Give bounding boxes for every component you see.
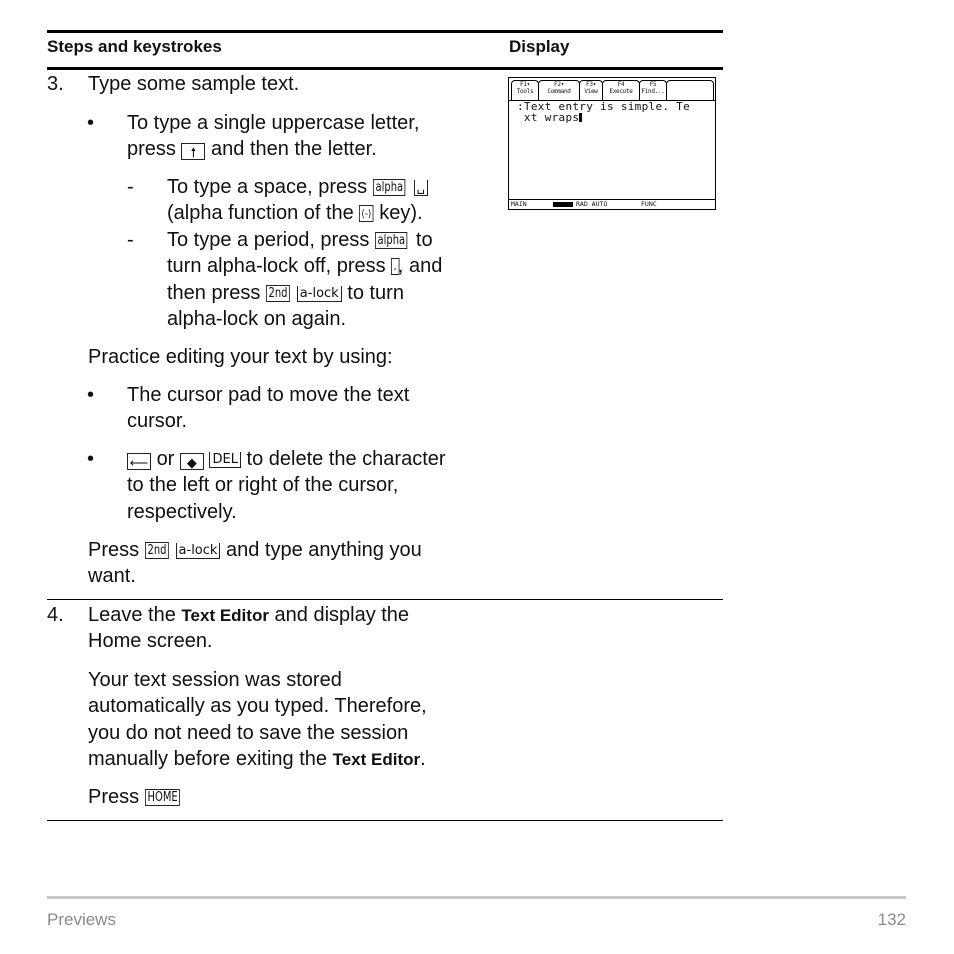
- instruction-line: Home screen.: [88, 630, 213, 652]
- negative-key: (-): [359, 205, 374, 222]
- instruction-line: cursor.: [127, 410, 188, 432]
- toolbar-tab-f5: F5 Find...: [639, 80, 667, 101]
- status-indicator: [553, 202, 573, 207]
- instruction-line: Leave the Text Editor and display the: [88, 604, 410, 626]
- instruction-line: Press 2nd a-lock and type anything you: [88, 539, 422, 561]
- page-number: 132: [877, 910, 906, 929]
- bullet: •: [87, 448, 95, 470]
- column-header-steps: Steps and keystrokes: [47, 37, 222, 56]
- status-bar: [509, 199, 715, 209]
- paragraph-line: you do not need to save the session: [88, 722, 409, 744]
- home-key: HOME: [145, 789, 180, 806]
- row-divider: [47, 820, 723, 821]
- paragraph: Practice editing your text by using:: [88, 346, 393, 368]
- instruction-line: ⟵ or ◆ DEL to delete the character: [127, 446, 446, 473]
- instruction-line: To type a period, press alpha to: [167, 229, 433, 251]
- instruction-line: (alpha function of the (-) key).: [167, 202, 423, 224]
- status-mode: RAD AUTO: [576, 200, 608, 208]
- ui-term: Text Editor: [181, 606, 269, 625]
- calculator-toolbar: [509, 78, 715, 101]
- instruction-line: The cursor pad to move the text: [127, 384, 410, 406]
- alpha-lock-key: a-lock: [176, 543, 221, 559]
- ui-term: Text Editor: [332, 750, 421, 769]
- instruction-line: then press 2nd a-lock to turn: [167, 282, 404, 304]
- paragraph-line: Your text session was stored: [88, 669, 342, 691]
- instruction-line: Press HOME: [88, 784, 183, 811]
- toolbar-tab-f3: F3▾ View: [579, 80, 603, 101]
- instruction-line: To type a single uppercase letter,: [127, 112, 420, 134]
- bullet: •: [87, 384, 95, 406]
- diamond-key-icon: ◆: [180, 453, 204, 470]
- instruction-line: respectively.: [127, 501, 237, 523]
- top-rule: [47, 30, 723, 33]
- toolbar-tab-f2: F2▾ Command: [538, 80, 580, 101]
- instruction-line: To type a space, press alpha ␣: [167, 174, 428, 201]
- toolbar-tab-f1: F1▾ Tools: [511, 80, 539, 101]
- status-main: MAIN: [511, 200, 527, 208]
- instruction-line: alpha-lock on again.: [167, 308, 347, 330]
- step-number: 3.: [47, 73, 64, 95]
- text-cursor: [579, 113, 582, 122]
- alpha-lock-key: a-lock: [297, 286, 342, 302]
- step-number: 4.: [47, 604, 64, 626]
- header-rule: [47, 67, 723, 70]
- instruction-line: turn alpha-lock off, press ., and: [167, 255, 443, 277]
- paragraph-line: automatically as you typed. Therefore,: [88, 695, 427, 717]
- period-key: .: [391, 258, 399, 275]
- second-key: 2nd: [266, 285, 290, 302]
- text-editor-content: :Text entry is simple. Te xt wraps: [517, 100, 691, 124]
- alpha-key: alpha: [375, 232, 408, 249]
- shift-key-icon: 🠕: [181, 143, 205, 160]
- second-key: 2nd: [145, 542, 169, 559]
- alpha-key: alpha: [373, 179, 406, 196]
- instruction-line: to the left or right of the cursor,: [127, 474, 399, 496]
- dash: -: [127, 176, 134, 198]
- row-divider: [47, 599, 723, 600]
- toolbar-tab-empty: [666, 80, 714, 101]
- footer-rule: [47, 896, 906, 899]
- space-key: ␣: [414, 180, 428, 196]
- instruction-line: want.: [88, 565, 136, 587]
- dash: -: [127, 229, 134, 251]
- calculator-screen: [508, 77, 716, 210]
- paragraph-line: manually before exiting the Text Editor.: [88, 748, 426, 770]
- del-key: DEL: [209, 452, 240, 468]
- instruction-line: press 🠕 and then the letter.: [127, 138, 377, 160]
- footer-section: Previews: [47, 910, 116, 929]
- bullet: •: [87, 112, 95, 134]
- toolbar-tab-f4: F4 Execute: [602, 80, 640, 101]
- backspace-key-icon: ⟵: [127, 453, 151, 470]
- step-title: Type some sample text.: [88, 73, 300, 95]
- column-header-display: Display: [509, 37, 570, 56]
- status-func: FUNC: [641, 200, 657, 208]
